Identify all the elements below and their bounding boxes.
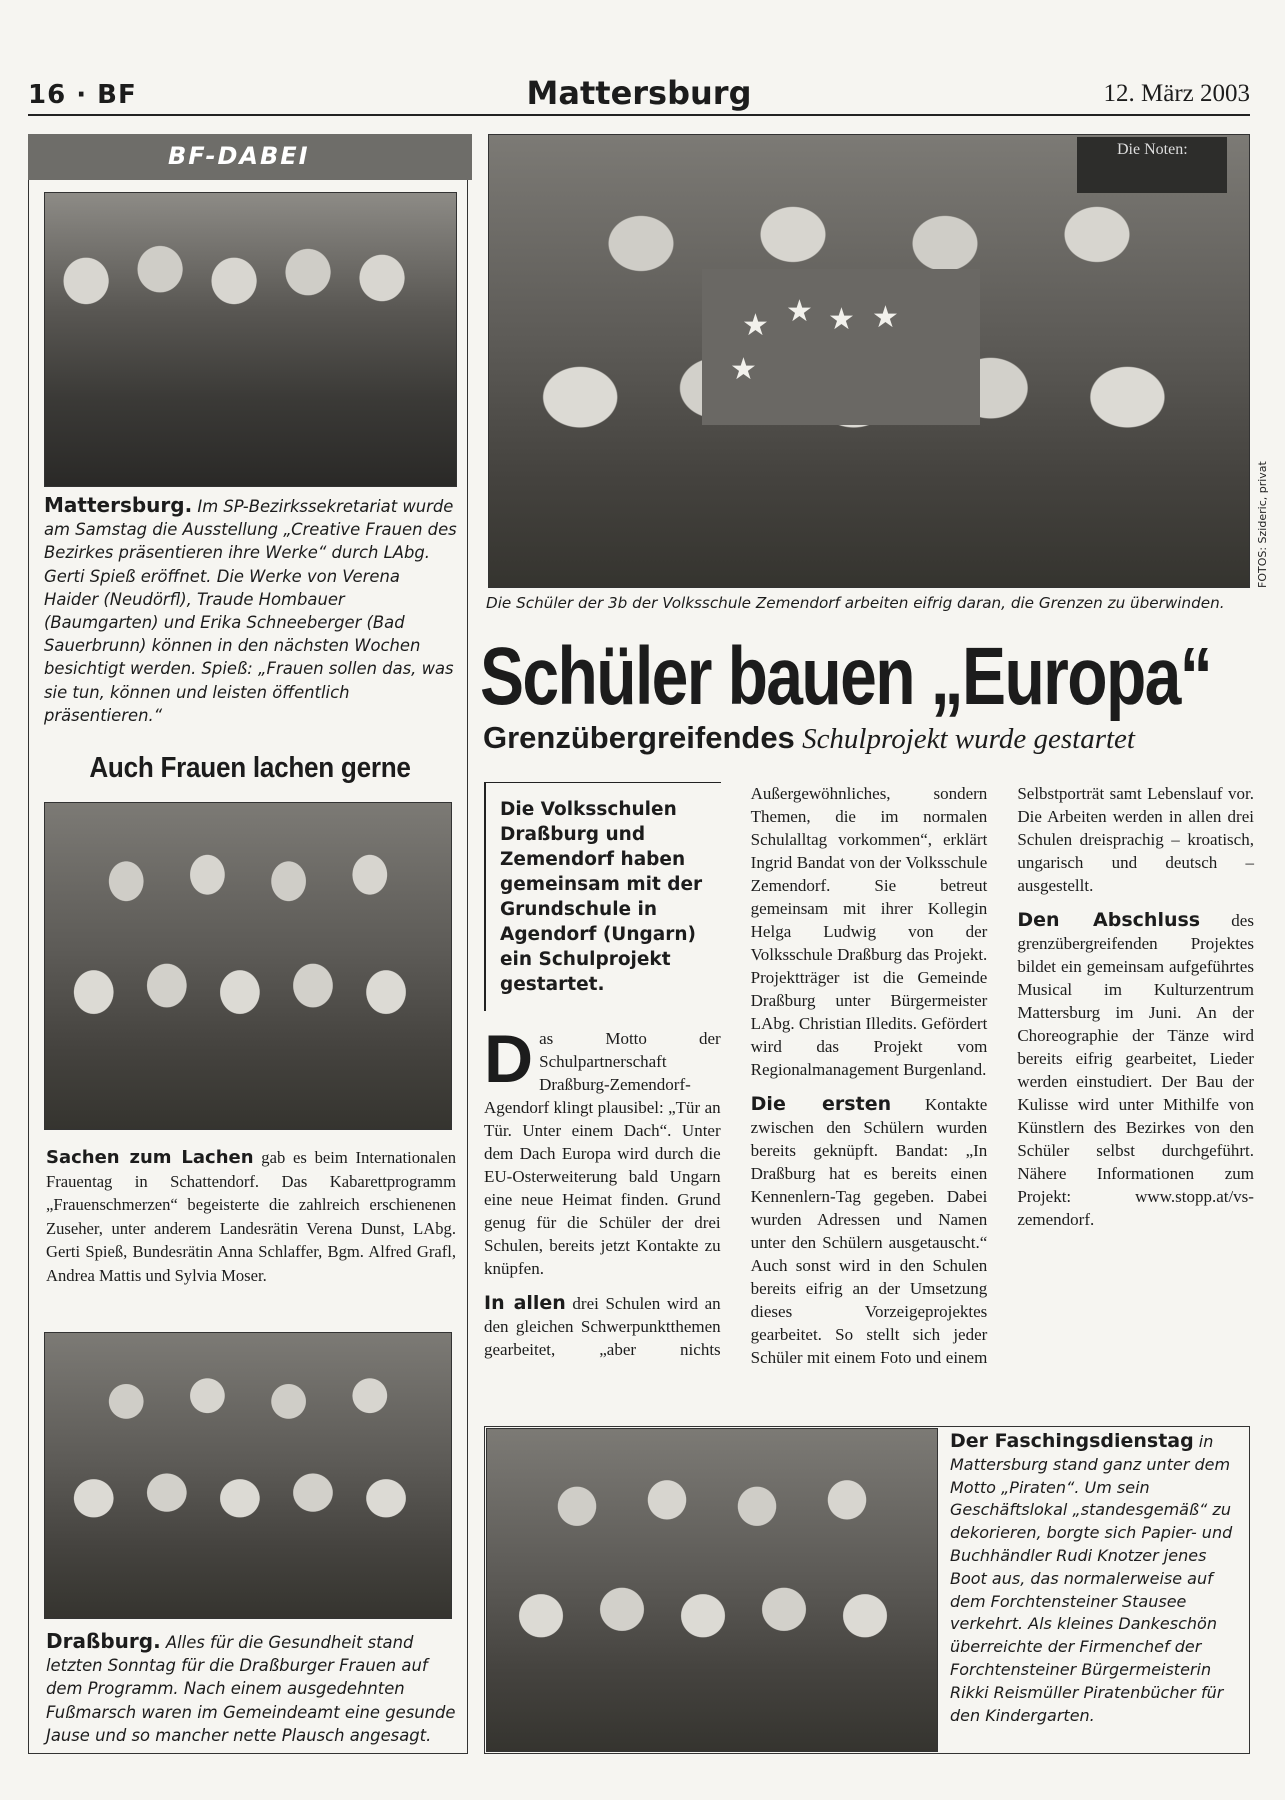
paragraph-1-text: as Motto der Schulpartnerschaft Draßburg-Zemendorf-Agendorf klingt plausibel: „Tür an Tür. Unter einem Dach“. Unter dem Dach Europa wird durch die EU-Osterweiterung bald Ungarn eine neue Heimat finden. Grund genug für die Schüler der drei Schulen, bereits jetzt Kontakte zu knüpfen.: [484, 1029, 721, 1278]
photo-exhibition-group: [44, 192, 457, 487]
story-fasching: [950, 1430, 1248, 1727]
drop-cap: D: [484, 1021, 534, 1097]
subhead-italic: Schulprojekt wurde gestartet: [794, 723, 1135, 755]
eu-flag: ★ ★ ★ ★ ★: [702, 269, 980, 425]
photo-drassburg-women: [44, 1332, 452, 1619]
subhead-bold: Grenzübergreifendes: [483, 720, 795, 755]
story-text-fasching: in Mattersburg stand ganz unter dem Motto „Piraten“. Um sein Geschäftslokal „standesgemäß“ zu dekorieren, borgte sich Papier- und Buchhändler Rudi Knotzer jenes Boot aus, das normalerweise auf dem Forchtensteiner Stausee verkehrt. Als kleines Dankeschön überreichte der Firmenchef der Forchtensteiner Bürgermeisterin Rikki Reismüller Piratenbücher für den Kindergarten.: [950, 1432, 1233, 1725]
paragraph-3-text: Kontakte zwischen den Schülern wurden bereits geknüpft. Bandat: „In Draßburg hat es bereits einen Kennenlern-Tag gegeben. Dabei wurden Adressen und Namen unter den Schülern ausgetauscht.“ Auch sonst wird in den Schulen bereits eifrig an der Umsetzung dieses Vorzeigeprojektes gearbeitet. So stellt sich jeder Schüler mit einem Foto und einem Selbstporträt samt Lebenslauf vor. Die Arbeiten werden in allen drei Schulen dreisprachig – kroatisch, ungarisch und deutsch – ausgestellt.: [750, 784, 1254, 1367]
blackboard-sign: Die Noten:: [1077, 137, 1227, 193]
photo-pirates: [486, 1428, 938, 1752]
photo-caption: Die Schüler der 3b der Volksschule Zemendorf arbeiten eifrig daran, die Grenzen zu überwinden.: [486, 594, 1225, 612]
article-body: [484, 782, 1254, 1382]
story-drassburg: [46, 1630, 458, 1747]
article-paragraph-1: [484, 1021, 721, 1280]
story-lead-sachen: Sachen zum Lachen: [46, 1147, 254, 1168]
story-lead-fasching: Der Faschingsdienstag: [950, 1430, 1194, 1452]
article-paragraph-4: [1017, 909, 1254, 1231]
story-frauentag: [46, 1146, 456, 1287]
story-text-drassburg: Alles für die Gesundheit stand letzten Sonntag für die Draßburger Frauen auf dem Programm. Nach einem ausgedehnten Fußmarsch waren im Gemeindeamt eine gesunde Jause und so mancher nette Plausch angesagt.: [46, 1633, 456, 1745]
story-lead-mattersburg: Mattersburg.: [44, 493, 193, 517]
paragraph-2-text: drei Schulen wird an den gleichen Schwerpunktthemen gearbeitet, „aber nichts Außergewöhnliches, sondern Themen, die im normalen Schulalltag vorkommen“, erklärt Ingrid Bandat von der Volksschule Zemendorf. Sie betreut gemeinsam mit ihrer Kollegin Helga Ludwig von der Volksschule Draßburg das Projekt. Projektträger ist die Gemeinde Draßburg unter Bürgermeister LAbg. Christian Illedits. Gefördert wird das Projekt vom Regionalmanagement Burgenland.: [484, 784, 988, 1359]
page-number: 16 · BF: [28, 80, 137, 110]
heading-frauen-lachen: Auch Frauen lachen gerne: [89, 752, 411, 784]
issue-date: 12. März 2003: [1103, 80, 1250, 107]
article-headline: Schüler bauen „Europa“: [480, 631, 1212, 722]
bf-dabei-banner: BF-DABEI: [28, 134, 472, 180]
paragraph-2-lead: In allen: [484, 1292, 566, 1314]
article-lead-box: Die Volksschulen Draßburg und Zemendorf haben gemeinsam mit der Grundschule in Agendorf (Ungarn) ein Schulprojekt gestartet.: [484, 782, 721, 1011]
page-header: [28, 70, 1250, 116]
story-mattersburg-exhibition: [44, 494, 458, 727]
article-subheadline: [483, 720, 1253, 756]
story-lead-drassburg: Draßburg.: [46, 1629, 161, 1653]
photo-frauentag-group: [44, 802, 452, 1130]
paragraph-4-lead: Den Abschluss: [1017, 909, 1201, 931]
section-title: Mattersburg: [526, 74, 752, 112]
paragraph-4-text: des grenzübergreifenden Projektes bildet ein gemeinsam aufgeführtes Musical im Kulturzentrum Mattersburg im Juni. An der Choreographie der Tänze wird bereits eifrig gearbeitet, Lieder werden einstudiert. Der Bau der Kulisse wird unter Mithilfe von Künstlern des Bezirkes von den Schüler selbst durchgeführt. Nähere Informationen zum Projekt: www.stopp.at/vs-zemendorf.: [1017, 911, 1254, 1229]
paragraph-3-lead: Die ersten: [750, 1093, 892, 1115]
story-text-mattersburg: Im SP-Bezirkssekretariat wurde am Samstag die Ausstellung „Creative Frauen des Bezirkes präsentieren ihre Werke“ durch LAbg. Gerti Spieß eröffnet. Die Werke von Verena Haider (Neudörfl), Traude Hombauer (Baumgarten) und Erika Schneeberger (Bad Sauerbrunn) können in den nächsten Wochen besichtigt werden. Spieß: „Frauen sollen das, was sie tun, können und leisten öffentlich präsentieren.“: [44, 497, 457, 725]
photo-school-class: [488, 134, 1250, 588]
photo-credit: FOTOS: Szideric, privat: [1256, 461, 1269, 588]
story-text-frauentag: gab es beim Internationalen Frauentag in Schattendorf. Das Kabarettprogramm „Frauenschmerzen“ begeisterte die zahlreich erschienenen Zuseher, unter anderem Landesrätin Verena Dunst, LAbg. Gerti Spieß, Bundesrätin Anna Schlaffer, Bgm. Alfred Grafl, Andrea Mattis und Sylvia Moser.: [46, 1148, 456, 1285]
